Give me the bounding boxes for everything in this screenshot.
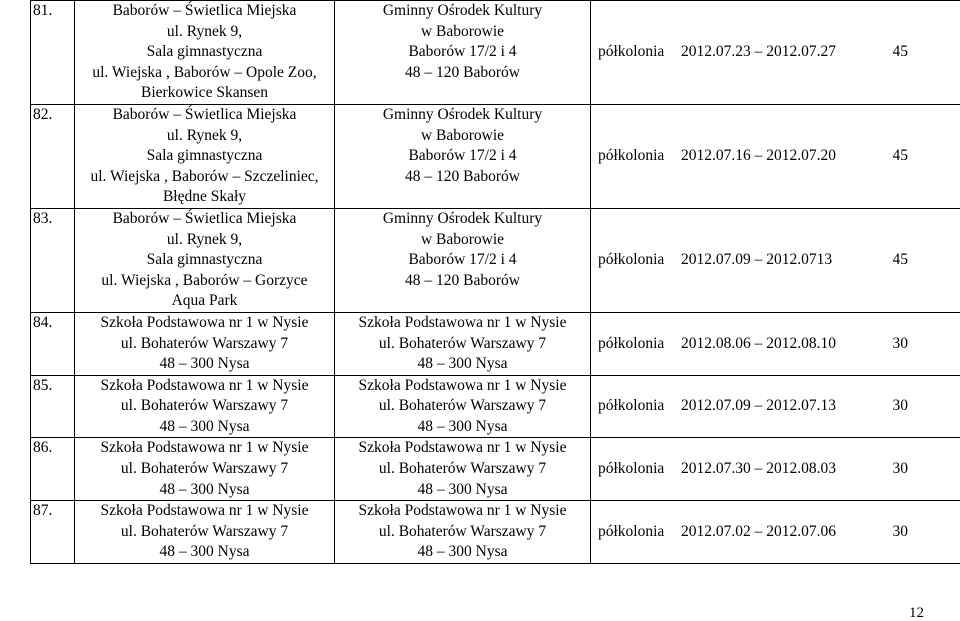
place-lines xyxy=(75,438,334,500)
organizer-line: 48 – 120 Baborów xyxy=(335,167,590,188)
camp-info xyxy=(591,334,960,355)
organizer-line: ul. Bohaterów Warszawy 7 xyxy=(335,334,590,355)
organizer-line: 48 – 300 Nysa xyxy=(335,542,590,563)
place-lines xyxy=(75,209,334,312)
participant-count: 30 xyxy=(879,459,960,480)
organizer-line: Szkoła Podstawowa nr 1 w Nysie xyxy=(335,376,590,397)
organizer-lines xyxy=(335,209,590,291)
table-body xyxy=(31,1,960,564)
row-number: 87. xyxy=(33,502,52,519)
table-row xyxy=(31,312,960,375)
organizer-line: w Baborowie xyxy=(335,126,590,147)
place-line: ul. Rynek 9, xyxy=(75,22,334,43)
place-line: ul. Bohaterów Warszawy 7 xyxy=(75,396,334,417)
organizer-line: 48 – 120 Baborów xyxy=(335,63,590,84)
organizer-line: 48 – 300 Nysa xyxy=(335,480,590,501)
row-number-cell xyxy=(31,375,75,438)
row-number-cell xyxy=(31,104,75,208)
place-line: Sala gimnastyczna xyxy=(75,250,334,271)
organizer-cell xyxy=(335,208,591,312)
organizer-line: w Baborowie xyxy=(335,230,590,251)
place-cell xyxy=(75,312,335,375)
place-lines xyxy=(75,313,334,375)
camp-info-cell xyxy=(591,312,960,375)
organizer-line: ul. Bohaterów Warszawy 7 xyxy=(335,459,590,480)
camp-info-cell xyxy=(591,1,960,105)
organizer-line: Szkoła Podstawowa nr 1 w Nysie xyxy=(335,438,590,459)
place-line: 48 – 300 Nysa xyxy=(75,354,334,375)
row-number-cell xyxy=(31,501,75,564)
participant-count: 30 xyxy=(879,334,960,355)
table-row xyxy=(31,375,960,438)
organizer-line: Gminny Ośrodek Kultury xyxy=(335,1,590,22)
row-number-cell xyxy=(31,438,75,501)
place-line: Sala gimnastyczna xyxy=(75,146,334,167)
place-cell xyxy=(75,375,335,438)
organizer-lines xyxy=(335,313,590,375)
place-line: ul. Rynek 9, xyxy=(75,126,334,147)
place-line: ul. Wiejska , Baborów – Opole Zoo, xyxy=(75,63,334,84)
place-line: ul. Bohaterów Warszawy 7 xyxy=(75,459,334,480)
organizer-lines xyxy=(335,105,590,187)
place-line: Błędne Skały xyxy=(75,187,334,208)
row-number-cell xyxy=(31,1,75,105)
organizer-cell xyxy=(335,312,591,375)
camp-dates: 2012.07.02 – 2012.07.06 xyxy=(681,522,879,543)
table-row xyxy=(31,104,960,208)
camp-type: półkolonia xyxy=(598,459,681,480)
place-lines xyxy=(75,376,334,438)
organizer-line: Baborów 17/2 i 4 xyxy=(335,146,590,167)
camp-dates: 2012.07.09 – 2012.0713 xyxy=(681,250,879,271)
organizer-line: ul. Bohaterów Warszawy 7 xyxy=(335,396,590,417)
place-lines xyxy=(75,105,334,208)
camp-dates: 2012.07.09 – 2012.07.13 xyxy=(681,396,879,417)
organizer-line: Baborów 17/2 i 4 xyxy=(335,42,590,63)
camp-info xyxy=(591,250,960,271)
organizer-line: 48 – 300 Nysa xyxy=(335,354,590,375)
camp-info xyxy=(591,522,960,543)
organizer-cell xyxy=(335,438,591,501)
row-number: 81. xyxy=(33,2,52,19)
place-line: ul. Wiejska , Baborów – Gorzyce xyxy=(75,271,334,292)
camp-info xyxy=(591,459,960,480)
organizer-lines xyxy=(335,376,590,438)
organizer-line: 48 – 120 Baborów xyxy=(335,271,590,292)
place-line: Szkoła Podstawowa nr 1 w Nysie xyxy=(75,501,334,522)
organizer-cell xyxy=(335,501,591,564)
place-line: Baborów – Świetlica Miejska xyxy=(75,209,334,230)
organizer-line: Gminny Ośrodek Kultury xyxy=(335,209,590,230)
camp-info xyxy=(591,396,960,417)
place-line: ul. Rynek 9, xyxy=(75,230,334,251)
table-row xyxy=(31,438,960,501)
participant-count: 30 xyxy=(879,396,960,417)
camp-info-cell xyxy=(591,104,960,208)
place-line: 48 – 300 Nysa xyxy=(75,480,334,501)
place-line: Baborów – Świetlica Miejska xyxy=(75,105,334,126)
organizer-cell xyxy=(335,375,591,438)
place-line: Sala gimnastyczna xyxy=(75,42,334,63)
organizer-line: Baborów 17/2 i 4 xyxy=(335,250,590,271)
row-number: 83. xyxy=(33,210,52,227)
place-lines xyxy=(75,501,334,563)
place-lines xyxy=(75,1,334,104)
camp-type: półkolonia xyxy=(598,396,681,417)
camp-dates: 2012.07.30 – 2012.08.03 xyxy=(681,459,879,480)
place-cell xyxy=(75,104,335,208)
row-number-cell xyxy=(31,208,75,312)
camp-info xyxy=(591,42,960,63)
place-cell xyxy=(75,1,335,105)
camp-info-cell xyxy=(591,501,960,564)
camp-info xyxy=(591,146,960,167)
row-number-cell xyxy=(31,312,75,375)
organizer-line: Gminny Ośrodek Kultury xyxy=(335,105,590,126)
place-line: ul. Wiejska , Baborów – Szczeliniec, xyxy=(75,167,334,188)
place-line: Aqua Park xyxy=(75,291,334,312)
table-row xyxy=(31,1,960,105)
camp-type: półkolonia xyxy=(598,250,681,271)
camps-table xyxy=(30,0,960,564)
row-number: 85. xyxy=(33,377,52,394)
place-line: 48 – 300 Nysa xyxy=(75,542,334,563)
camp-type: półkolonia xyxy=(598,522,681,543)
organizer-line: Szkoła Podstawowa nr 1 w Nysie xyxy=(335,313,590,334)
camp-type: półkolonia xyxy=(598,146,681,167)
row-number: 82. xyxy=(33,106,52,123)
organizer-line: Szkoła Podstawowa nr 1 w Nysie xyxy=(335,501,590,522)
camp-type: półkolonia xyxy=(598,334,681,355)
participant-count: 45 xyxy=(879,250,960,271)
page-number: 12 xyxy=(909,605,924,621)
organizer-line: w Baborowie xyxy=(335,22,590,43)
table-row xyxy=(31,208,960,312)
organizer-lines xyxy=(335,1,590,83)
participant-count: 45 xyxy=(879,146,960,167)
place-line: Szkoła Podstawowa nr 1 w Nysie xyxy=(75,376,334,397)
participant-count: 45 xyxy=(879,42,960,63)
place-line: 48 – 300 Nysa xyxy=(75,417,334,438)
organizer-lines xyxy=(335,438,590,500)
camp-dates: 2012.07.23 – 2012.07.27 xyxy=(681,42,879,63)
place-line: Szkoła Podstawowa nr 1 w Nysie xyxy=(75,438,334,459)
organizer-lines xyxy=(335,501,590,563)
place-cell xyxy=(75,438,335,501)
table-row xyxy=(31,501,960,564)
place-line: Bierkowice Skansen xyxy=(75,83,334,104)
place-line: ul. Bohaterów Warszawy 7 xyxy=(75,522,334,543)
camp-type: półkolonia xyxy=(598,42,681,63)
camp-dates: 2012.07.16 – 2012.07.20 xyxy=(681,146,879,167)
participant-count: 30 xyxy=(879,522,960,543)
row-number: 86. xyxy=(33,439,52,456)
camp-info-cell xyxy=(591,208,960,312)
place-line: ul. Bohaterów Warszawy 7 xyxy=(75,334,334,355)
camp-dates: 2012.08.06 – 2012.08.10 xyxy=(681,334,879,355)
organizer-cell xyxy=(335,1,591,105)
organizer-line: 48 – 300 Nysa xyxy=(335,417,590,438)
place-line: Baborów – Świetlica Miejska xyxy=(75,1,334,22)
camp-info-cell xyxy=(591,438,960,501)
organizer-cell xyxy=(335,104,591,208)
place-cell xyxy=(75,501,335,564)
organizer-line: ul. Bohaterów Warszawy 7 xyxy=(335,522,590,543)
place-cell xyxy=(75,208,335,312)
row-number: 84. xyxy=(33,314,52,331)
camp-info-cell xyxy=(591,375,960,438)
place-line: Szkoła Podstawowa nr 1 w Nysie xyxy=(75,313,334,334)
